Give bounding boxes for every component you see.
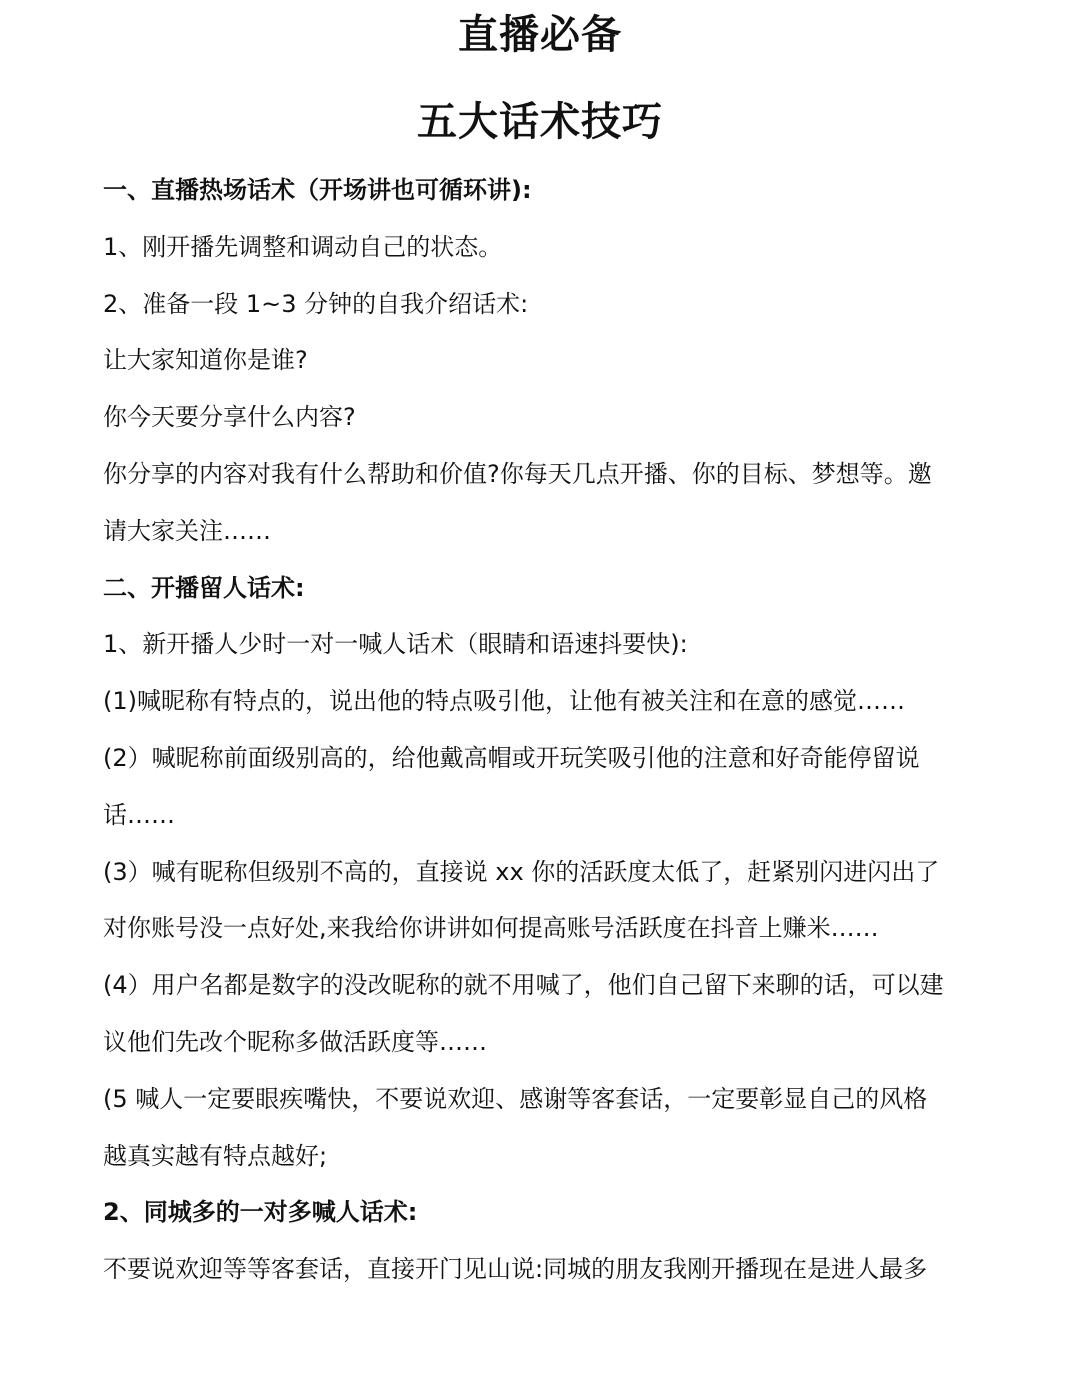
document-subtitle: 五大话术技巧 (417, 99, 663, 145)
paragraph-line: 让大家知道你是谁? (103, 346, 308, 375)
paragraph-line: 请大家关注…… (103, 516, 271, 545)
paragraph-line: (1)喊昵称有特点的，说出他的特点吸引他，让他有被关注和在意的感觉…… (103, 687, 905, 716)
paragraph-line: 1、刚开播先调整和调动自己的状态。 (103, 232, 503, 261)
paragraph-line: 你分享的内容对我有什么帮助和价值?你每天几点开播、你的目标、梦想等。邀 (103, 459, 932, 488)
document-body (103, 162, 983, 1298)
paragraph-line: 2、准备一段 1~3 分钟的自我介绍话术: (103, 289, 529, 318)
paragraph-line: 议他们先改个昵称多做活跃度等…… (103, 1027, 487, 1056)
paragraph-line: 越真实越有特点越好; (103, 1141, 328, 1170)
paragraph-line: 你今天要分享什么内容? (103, 403, 356, 432)
paragraph-line: 话…… (103, 800, 175, 829)
paragraph-line: (3）喊有昵称但级别不高的，直接说 xx 你的活跃度太低了，赶紧别闪进闪出了 (103, 857, 940, 886)
paragraph-line: 1、新开播人少时一对一喊人话术（眼睛和语速抖要快): (103, 630, 688, 659)
section-heading-1: 一、直播热场话术（开场讲也可循环讲): (103, 176, 532, 204)
paragraph-line: 不要说欢迎等等客套话，直接开门见山说:同城的朋友我刚开播现在是进人最多 (103, 1255, 928, 1284)
paragraph-line: (4）用户名都是数字的没改昵称的就不用喊了，他们自己留下来聊的话，可以建 (103, 971, 944, 1000)
paragraph-line: 对你账号没一点好处,来我给你讲讲如何提高账号活跃度在抖音上赚米…… (103, 914, 879, 943)
paragraph-line: (5 喊人一定要眼疾嘴快，不要说欢迎、感谢等客套话，一定要彰显自己的风格 (103, 1084, 928, 1113)
subsection-heading-2-2: 2、同城多的一对多喊人话术: (103, 1198, 418, 1227)
document-title: 直播必备 (458, 12, 622, 58)
section-heading-2: 二、开播留人话术: (103, 573, 305, 602)
paragraph-line: (2）喊昵称前面级别高的，给他戴高帽或开玩笑吸引他的注意和好奇能停留说 (103, 743, 920, 772)
